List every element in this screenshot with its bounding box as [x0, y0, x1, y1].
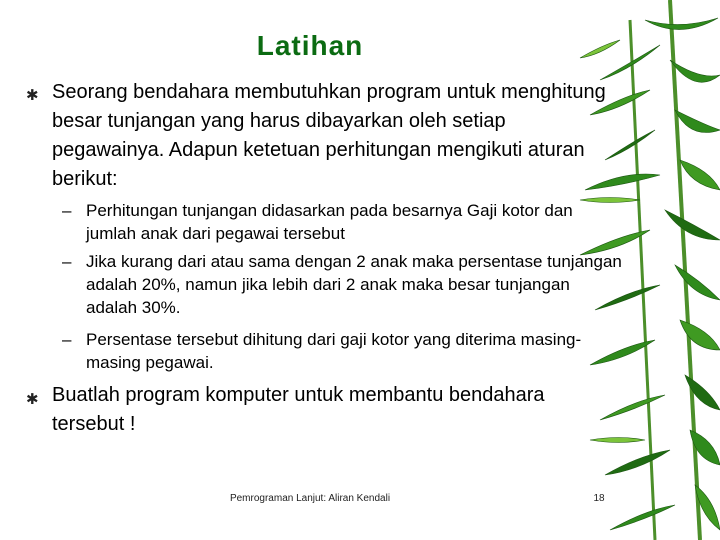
sub-bullet-2 [62, 250, 622, 319]
dash-marker: – [62, 330, 72, 349]
sub-bullet-text: Perhitungan tunjangan didasarkan pada besarnya Gaji kotor dan jumlah anak dari pegawai tersebut [86, 201, 573, 243]
page-number: 18 [593, 493, 605, 504]
slide-footer: Pemrograman Lanjut: Aliran Kendali [229, 493, 391, 504]
sub-bullet-text: Persentase tersebut dihitung dari gaji kotor yang diterima masing-masing pegawai. [86, 330, 582, 372]
dash-marker: – [62, 201, 72, 220]
bullet-text-2: Buatlah program komputer untuk membantu bendahara tersebut ! [52, 384, 545, 435]
sub-bullet-1 [62, 199, 622, 245]
asterisk-icon: ✱ [26, 391, 39, 408]
sub-bullet-text: Jika kurang dari atau sama dengan 2 anak maka persentase tunjangan adalah 20%, namun jika lebih dari 2 anak maka besar tunjangan adalah 30%. [86, 252, 622, 317]
sub-bullet-3 [62, 328, 622, 374]
dash-marker: – [62, 252, 72, 271]
asterisk-icon: ✱ [26, 87, 39, 104]
bullet-text-1: Seorang bendahara membutuhkan program untuk menghitung besar tunjangan yang harus dibayarkan oleh setiap pegawainya. Adapun ketetuan perhitungan mengikuti aturan berikut: [52, 81, 606, 190]
slide-title: Latihan [256, 30, 364, 61]
